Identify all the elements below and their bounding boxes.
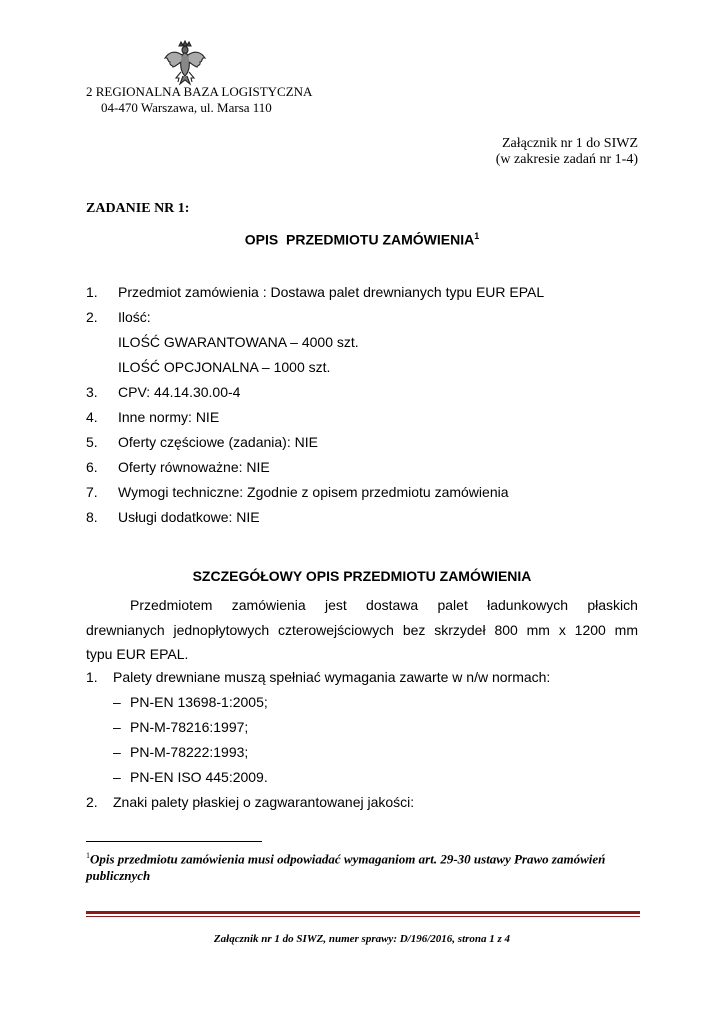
list-item-number: 8. <box>86 509 98 525</box>
list-item-number: 1. <box>86 284 98 300</box>
list-item-text: Oferty częściowe (zadania): NIE <box>118 434 318 450</box>
list-item-number: 6. <box>86 459 98 475</box>
word: 800 <box>494 621 518 638</box>
list-item-text: Usługi dodatkowe: NIE <box>118 509 260 525</box>
word: bez <box>402 621 426 638</box>
norm-text: PN-EN 13698-1:2005; <box>130 694 268 710</box>
dash-bullet: – <box>113 694 121 710</box>
dash-bullet: – <box>113 744 121 760</box>
page-title <box>0 231 724 248</box>
list-item-text: Oferty równoważne: NIE <box>118 459 270 475</box>
footer-rule-thick <box>86 911 640 914</box>
description-paragraph <box>86 593 638 667</box>
word: 1200 <box>574 621 606 638</box>
word: płaskich <box>587 597 638 613</box>
list-item-text: Znaki palety płaskiej o zagwarantowanej jakości: <box>113 794 415 810</box>
word: Przedmiotem <box>130 597 213 613</box>
paragraph-line <box>86 593 638 618</box>
dash-bullet: – <box>113 769 121 785</box>
page-footer: Załącznik nr 1 do SIWZ, numer sprawy: D/196/2016, strona 1 z 4 <box>213 933 511 945</box>
list-item-text: Przedmiot zamówienia : Dostawa palet drewnianych typu EUR EPAL <box>118 284 545 300</box>
list-item-number: 5. <box>86 434 98 450</box>
list-item-text: ILOŚĆ GWARANTOWANA – 4000 szt. <box>118 334 359 350</box>
norm-text: PN-EN ISO 445:2009. <box>130 769 268 785</box>
word: mm <box>614 621 638 638</box>
list-item-number: 2. <box>86 794 98 810</box>
list-item-text: Palety drewniane muszą spełniać wymagania zawarte w n/w normach: <box>113 669 551 685</box>
organization-name: 2 REGIONALNA BAZA LOGISTYCZNA <box>86 84 313 99</box>
word: palet <box>437 597 468 613</box>
polish-eagle-emblem-icon <box>163 40 207 86</box>
paragraph-line <box>86 642 638 667</box>
footnote-marker: 1 <box>86 851 90 860</box>
word: x <box>558 621 566 638</box>
list-item-number: 2. <box>86 309 98 325</box>
section-title: SZCZEGÓŁOWY OPIS PRZEDMIOTU ZAMÓWIENIA <box>192 568 532 584</box>
dash-bullet: – <box>113 719 121 735</box>
footnote-reference: 1 <box>474 231 480 241</box>
footer-rule-thin <box>86 916 640 917</box>
word: czterowejściowych <box>278 621 394 638</box>
list-item-number: 7. <box>86 484 98 500</box>
list-item-number: 4. <box>86 409 98 425</box>
page-title-text: OPIS PRZEDMIOTU ZAMÓWIENIA <box>244 231 475 248</box>
word: dostawa <box>366 597 419 613</box>
footnote <box>86 847 646 884</box>
list-item-number: 1. <box>86 669 98 685</box>
word: drewnianych <box>86 621 165 638</box>
organization-address: 04-470 Warszawa, ul. Marsa 110 <box>101 100 272 115</box>
norm-text: PN-M-78216:1997; <box>130 719 249 735</box>
attachment-label: Załącznik nr 1 do SIWZ <box>501 136 638 151</box>
word: skrzydeł <box>434 621 486 638</box>
word: typu EUR EPAL. <box>86 646 189 662</box>
task-heading: ZADANIE NR 1: <box>86 201 190 216</box>
list-item-number: 3. <box>86 384 98 400</box>
list-item-text: ILOŚĆ OPCJONALNA – 1000 szt. <box>118 359 331 375</box>
word: zamówienia <box>231 597 306 613</box>
list-item-text: CPV: 44.14.30.00-4 <box>118 384 241 400</box>
word: jednopłytowych <box>173 621 270 638</box>
list-item-text: Wymogi techniczne: Zgodnie z opisem przedmiotu zamówienia <box>118 484 509 500</box>
paragraph-line <box>86 618 638 643</box>
footnote-separator <box>86 841 262 842</box>
attachment-scope: (w zakresie zadań nr 1-4) <box>495 152 638 167</box>
list-item-text: Ilość: <box>118 309 151 325</box>
word: mm <box>526 621 550 638</box>
norm-text: PN-M-78222:1993; <box>130 744 249 760</box>
word: ładunkowych <box>487 597 569 613</box>
list-item-text: Inne normy: NIE <box>118 409 220 425</box>
word: jest <box>324 597 347 613</box>
footnote-text: Opis przedmiotu zamówienia musi odpowiadać wymaganiom art. 29-30 ustawy Prawo zamówień publicznych <box>86 851 606 884</box>
